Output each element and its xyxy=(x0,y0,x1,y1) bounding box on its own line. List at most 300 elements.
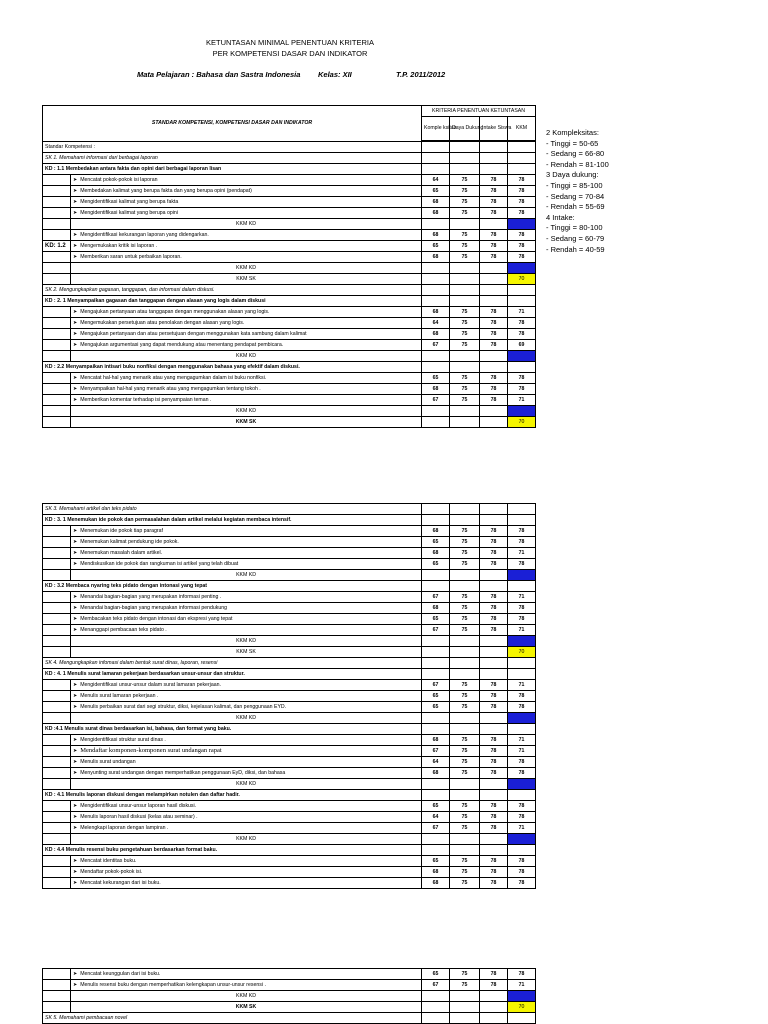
empty-cell xyxy=(43,636,71,647)
empty-cell xyxy=(422,658,450,669)
table-row xyxy=(43,834,536,845)
arrow-right-icon: ➤ xyxy=(73,824,78,831)
table-row xyxy=(43,417,536,428)
empty-cell xyxy=(43,570,71,581)
indicator-label: Mengidentifikasi kekurangan laporan yang didengarkan. xyxy=(80,231,209,238)
kkm-value: 78 xyxy=(508,878,536,889)
indicator-text xyxy=(71,318,422,329)
empty-cell xyxy=(450,845,480,856)
daya-dukung-value: 75 xyxy=(450,768,480,779)
indicator-text xyxy=(71,614,422,625)
empty-cell xyxy=(422,570,450,581)
indicator-label: Menulis laporan hasil diskusi (kelas atau seminar) . xyxy=(80,813,198,820)
kriteria-header: KRITERIA PENENTUAN KETUNTASAN xyxy=(422,106,536,117)
intake-value: 78 xyxy=(480,175,508,186)
indicator-text xyxy=(71,625,422,636)
table-row xyxy=(43,658,536,669)
indicator-text xyxy=(71,186,422,197)
table-row xyxy=(43,845,536,856)
kompleksitas-value: 64 xyxy=(422,757,450,768)
arrow-right-icon: ➤ xyxy=(73,253,78,260)
arrow-right-icon: ➤ xyxy=(73,527,78,534)
empty-cell xyxy=(43,757,71,768)
arrow-right-icon: ➤ xyxy=(73,330,78,337)
kkm-kd-label: KKM KD xyxy=(71,991,422,1002)
kkm-kd-label: KKM KD xyxy=(71,779,422,790)
table-row xyxy=(43,515,536,526)
empty-cell xyxy=(43,252,71,263)
arrow-right-icon: ➤ xyxy=(73,681,78,688)
empty-cell xyxy=(43,991,71,1002)
indicator-label: Menemukan masalah dalam artikel. xyxy=(80,549,163,556)
table-row xyxy=(43,384,536,395)
empty-cell xyxy=(450,1002,480,1013)
table-row xyxy=(43,691,536,702)
table-row xyxy=(43,186,536,197)
intake-value: 78 xyxy=(480,980,508,991)
empty-cell xyxy=(43,801,71,812)
empty-cell xyxy=(422,790,450,801)
arrow-right-icon: ➤ xyxy=(73,604,78,611)
indicator-text xyxy=(71,603,422,614)
kkm-value: 78 xyxy=(508,768,536,779)
arrow-right-icon: ➤ xyxy=(73,560,78,567)
legend-line: - Tinggi = 80-100 xyxy=(546,223,603,233)
empty-cell xyxy=(480,362,508,373)
table-row xyxy=(43,856,536,867)
empty-cell xyxy=(450,779,480,790)
empty-cell xyxy=(43,559,71,570)
empty-cell xyxy=(480,636,508,647)
kkm-sk-label: KKM SK xyxy=(71,1002,422,1013)
kkm-value: 78 xyxy=(508,867,536,878)
empty-cell xyxy=(480,779,508,790)
table-row xyxy=(43,395,536,406)
intake-value: 78 xyxy=(480,384,508,395)
kompleksitas-value: 68 xyxy=(422,548,450,559)
table-row xyxy=(43,559,536,570)
empty-cell xyxy=(43,680,71,691)
empty-cell xyxy=(43,867,71,878)
indicator-label: Menemukan kalimat pendukung ide pokok. xyxy=(80,538,179,545)
empty-cell xyxy=(480,274,508,285)
kkm-value: 78 xyxy=(508,197,536,208)
table-row xyxy=(43,801,536,812)
empty-cell xyxy=(480,724,508,735)
legend-line: 4 Intake: xyxy=(546,212,575,222)
empty-cell xyxy=(450,219,480,230)
indicator-text xyxy=(71,757,422,768)
kkm-value: 78 xyxy=(508,230,536,241)
legend-line: - Sedang = 70-84 xyxy=(546,191,605,201)
empty-cell xyxy=(450,991,480,1002)
empty-cell xyxy=(480,296,508,307)
empty-cell xyxy=(508,504,536,515)
empty-cell xyxy=(43,691,71,702)
empty-cell xyxy=(422,647,450,658)
table-row xyxy=(43,285,536,296)
table-row xyxy=(43,669,536,680)
kompleksitas-value: 67 xyxy=(422,823,450,834)
arrow-right-icon: ➤ xyxy=(73,319,78,326)
intake-header: Intake Siswa xyxy=(480,117,508,141)
kkm-kd-label: KKM KD xyxy=(71,219,422,230)
empty-cell xyxy=(480,504,508,515)
kompleksitas-value: 68 xyxy=(422,197,450,208)
indicator-label: Mendiskusikan ide pokok dan rangkuman isi artikel yang telah dibuat xyxy=(80,560,239,567)
kkm-kd-value xyxy=(508,570,536,581)
kkm-sk-label: KKM SK xyxy=(71,274,422,285)
kompleksitas-value: 65 xyxy=(422,559,450,570)
doc-title: KETUNTASAN MINIMAL PENENTUAN KRITERIA xyxy=(206,38,374,47)
legend-line: - Tinggi = 50-65 xyxy=(546,138,599,148)
intake-value: 78 xyxy=(480,373,508,384)
empty-cell xyxy=(422,164,450,175)
empty-cell xyxy=(480,1002,508,1013)
table-row xyxy=(43,548,536,559)
empty-cell xyxy=(450,274,480,285)
kompleksitas-value: 67 xyxy=(422,340,450,351)
daya-dukung-value: 75 xyxy=(450,559,480,570)
indicator-label: Mengajukan pertanyaan dan atau persetujuan dengan menggunakan kata sambung dalam kalimat xyxy=(80,330,307,337)
indicator-label: Mengajukan argumentasi yang dapat mendukung atau menentang pendapat pembicara. xyxy=(80,341,284,348)
indicator-label: Mencatat hal-hal yang menarik atau yang mengagumkan dalam isi buku nonfiksi. xyxy=(80,374,267,381)
empty-cell xyxy=(508,164,536,175)
intake-value: 78 xyxy=(480,867,508,878)
indicator-label: Mengidentifikasi kalimat yang berupa fakta xyxy=(80,198,179,205)
kompleksitas-value: 67 xyxy=(422,746,450,757)
empty-cell xyxy=(422,845,450,856)
table-row xyxy=(43,581,536,592)
kkm-kd-label: KKM KD xyxy=(71,263,422,274)
empty-cell xyxy=(43,1002,71,1013)
empty-cell xyxy=(480,351,508,362)
kkm-kd-value xyxy=(508,779,536,790)
empty-cell xyxy=(480,142,508,153)
kkm-kd-value xyxy=(508,991,536,1002)
intake-value: 78 xyxy=(480,318,508,329)
indicator-label: Mencatat keunggulan dari isi buku. xyxy=(80,970,161,977)
table-row xyxy=(43,603,536,614)
indicator-text xyxy=(71,746,422,757)
indicator-label: Menyampaikan hal-hal yang menarik atau yang mengagumkan tentang tokoh . xyxy=(80,385,261,392)
table-row xyxy=(43,980,536,991)
table-row xyxy=(43,307,536,318)
table-row xyxy=(43,263,536,274)
kkm-value: 78 xyxy=(508,208,536,219)
intake-value: 78 xyxy=(480,230,508,241)
table-row xyxy=(43,153,536,164)
empty-cell xyxy=(450,1013,480,1024)
indicator-label: Mengajukan pertanyaan atau tanggapan dengan menggunakan alasan yang logis. xyxy=(80,308,270,315)
kkm-value: 69 xyxy=(508,340,536,351)
empty-cell xyxy=(450,636,480,647)
arrow-right-icon: ➤ xyxy=(73,593,78,600)
sk-title: SK 1. Memahami informasi dari berbagai laporan xyxy=(43,153,422,164)
empty-cell xyxy=(508,845,536,856)
kompleksitas-value: 68 xyxy=(422,384,450,395)
intake-value: 78 xyxy=(480,559,508,570)
legend-line: - Tinggi = 85-100 xyxy=(546,180,603,190)
kkm-value: 71 xyxy=(508,307,536,318)
kompleksitas-value: 65 xyxy=(422,373,450,384)
empty-cell xyxy=(450,790,480,801)
empty-cell xyxy=(43,647,71,658)
empty-cell xyxy=(480,1013,508,1024)
indicator-text xyxy=(71,548,422,559)
indicator-text xyxy=(71,307,422,318)
empty-cell xyxy=(508,581,536,592)
indicator-text xyxy=(71,241,422,252)
empty-cell xyxy=(422,504,450,515)
kd-title: KD : 3. 1 Menemukan ide pokok dan permasalahan dalam artikel melalui kegiatan membaca intensif. xyxy=(43,515,422,526)
indicator-label: Menulis perbaikan surat dari segi struktur, diksi, kejelasan kalimat, dan penggunaan EYD. xyxy=(80,703,287,710)
kkm-value: 78 xyxy=(508,812,536,823)
empty-cell xyxy=(508,658,536,669)
empty-cell xyxy=(480,669,508,680)
daya-dukung-value: 75 xyxy=(450,812,480,823)
empty-cell xyxy=(450,669,480,680)
table-row xyxy=(43,823,536,834)
legend-line: - Rendah = 55-69 xyxy=(546,202,605,212)
indicator-label: Menemukan ide pokok tiap paragraf xyxy=(80,527,163,534)
kkm-value: 78 xyxy=(508,614,536,625)
empty-cell xyxy=(43,746,71,757)
indicator-text xyxy=(71,702,422,713)
intake-value: 78 xyxy=(480,548,508,559)
empty-cell xyxy=(480,647,508,658)
arrow-right-icon: ➤ xyxy=(73,802,78,809)
legend-line: - Sedang = 66-80 xyxy=(546,149,605,159)
intake-value: 78 xyxy=(480,969,508,980)
indicator-text xyxy=(71,856,422,867)
intake-value: 78 xyxy=(480,735,508,746)
daya-dukung-value: 75 xyxy=(450,197,480,208)
empty-cell xyxy=(422,263,450,274)
kd-title: KD : 3.2 Membaca nyaring teks pidato dengan intonasi yang tepat xyxy=(43,581,422,592)
empty-cell xyxy=(422,351,450,362)
table-row xyxy=(43,175,536,186)
table-row xyxy=(43,219,536,230)
table-row xyxy=(43,296,536,307)
intake-value: 78 xyxy=(480,592,508,603)
arrow-right-icon: ➤ xyxy=(73,692,78,699)
empty-cell xyxy=(43,351,71,362)
arrow-right-icon: ➤ xyxy=(73,758,78,765)
arrow-right-icon: ➤ xyxy=(73,703,78,710)
arrow-right-icon: ➤ xyxy=(73,374,78,381)
intake-value: 78 xyxy=(480,801,508,812)
empty-cell xyxy=(43,219,71,230)
kompleksitas-value: 67 xyxy=(422,980,450,991)
empty-cell xyxy=(43,768,71,779)
empty-cell xyxy=(480,713,508,724)
criteria-legend xyxy=(546,128,609,255)
empty-cell xyxy=(508,142,536,153)
arrow-right-icon: ➤ xyxy=(73,868,78,875)
kompleksitas-value: 68 xyxy=(422,208,450,219)
daya-dukung-value: 75 xyxy=(450,878,480,889)
indicator-label: Mendaftar komponen-komponen surat undangan rapat xyxy=(80,747,222,754)
arrow-right-icon: ➤ xyxy=(73,308,78,315)
kompleksitas-value: 68 xyxy=(422,768,450,779)
empty-cell xyxy=(450,285,480,296)
daya-dukung-value: 75 xyxy=(450,186,480,197)
table-row xyxy=(43,969,536,980)
kompleksitas-value: 64 xyxy=(422,812,450,823)
arrow-right-icon: ➤ xyxy=(73,209,78,216)
kkm-kd-value xyxy=(508,351,536,362)
daya-dukung-value: 75 xyxy=(450,980,480,991)
empty-cell xyxy=(450,296,480,307)
kkm-value: 78 xyxy=(508,329,536,340)
table-row xyxy=(43,230,536,241)
indicator-text xyxy=(71,230,422,241)
kd-title: KD :4.1 Menulis surat dinas berdasarkan isi, bahasa, dan format yang baku. xyxy=(43,724,422,735)
table-row xyxy=(43,713,536,724)
empty-cell xyxy=(43,603,71,614)
intake-value: 78 xyxy=(480,186,508,197)
table-row xyxy=(43,142,536,153)
empty-cell xyxy=(43,702,71,713)
empty-cell xyxy=(43,263,71,274)
indicator-label: Memberikan saran untuk perbaikan laporan. xyxy=(80,253,182,260)
kompleksitas-value: 68 xyxy=(422,603,450,614)
indicator-label: Melengkapi laporan dengan lampiran . xyxy=(80,824,169,831)
empty-cell xyxy=(422,713,450,724)
table-row xyxy=(43,735,536,746)
table-row xyxy=(43,625,536,636)
table-row xyxy=(43,362,536,373)
table-row xyxy=(43,614,536,625)
empty-cell xyxy=(480,790,508,801)
empty-cell xyxy=(480,991,508,1002)
empty-cell xyxy=(508,669,536,680)
daya-dukung-value: 75 xyxy=(450,230,480,241)
empty-cell xyxy=(450,164,480,175)
daya-dukung-value: 75 xyxy=(450,614,480,625)
indicator-label: Mencatat identitas buku. xyxy=(80,857,137,864)
indicator-text xyxy=(71,559,422,570)
indicator-label: Membacakan teks pidato dengan intonasi dan ekspresi yang tepat xyxy=(80,615,233,622)
empty-cell xyxy=(43,834,71,845)
kkm-value: 71 xyxy=(508,395,536,406)
sk-title: SK 2. Mengungkapkan gagasan, tanggapan, dan informasi dalam diskusi. xyxy=(43,285,422,296)
kkm-value: 78 xyxy=(508,603,536,614)
kd-title: KD : 4.1 Menulis laporan diskusi dengan melampirkan notulen dan daftar hadir. xyxy=(43,790,422,801)
kkm-sk-label: KKM SK xyxy=(71,417,422,428)
intake-value: 78 xyxy=(480,340,508,351)
intake-value: 78 xyxy=(480,526,508,537)
legend-line: - Rendah = 81-100 xyxy=(546,159,609,169)
empty-cell xyxy=(450,417,480,428)
table-row xyxy=(43,504,536,515)
daya-dukung-value: 75 xyxy=(450,329,480,340)
table-row xyxy=(43,241,536,252)
kompleksitas-value: 67 xyxy=(422,395,450,406)
indicator-text xyxy=(71,812,422,823)
table-row xyxy=(43,702,536,713)
table-row xyxy=(43,636,536,647)
empty-cell xyxy=(480,164,508,175)
empty-cell xyxy=(422,274,450,285)
indicator-label: Menandai bagian-bagian yang merupakan informasi pendukung xyxy=(80,604,227,611)
table-row xyxy=(43,680,536,691)
table-row xyxy=(43,164,536,175)
arrow-right-icon: ➤ xyxy=(73,231,78,238)
arrow-right-icon: ➤ xyxy=(73,970,78,977)
empty-cell xyxy=(43,537,71,548)
table-row xyxy=(43,329,536,340)
kkm-value: 78 xyxy=(508,186,536,197)
kkm-value: 78 xyxy=(508,175,536,186)
kkm-kd-label: KKM KD xyxy=(71,713,422,724)
table-row xyxy=(43,746,536,757)
empty-cell xyxy=(450,570,480,581)
empty-cell xyxy=(422,296,450,307)
legend-line: 2 Kompleksitas: xyxy=(546,128,599,137)
table-row xyxy=(43,1013,536,1024)
daya-dukung-value: 75 xyxy=(450,691,480,702)
table-row xyxy=(43,991,536,1002)
kkm-value: 71 xyxy=(508,625,536,636)
intake-value: 78 xyxy=(480,823,508,834)
daya-dukung-value: 75 xyxy=(450,757,480,768)
table-row xyxy=(43,252,536,263)
indicator-label: Menulis surat lamaran pekerjaan . xyxy=(80,692,159,699)
indicator-text xyxy=(71,680,422,691)
kkm-kd-value xyxy=(508,636,536,647)
kkm-sk-value: 70 xyxy=(508,647,536,658)
indicator-text xyxy=(71,691,422,702)
daya-dukung-value: 75 xyxy=(450,746,480,757)
empty-cell xyxy=(422,362,450,373)
empty-cell xyxy=(480,515,508,526)
empty-cell xyxy=(43,373,71,384)
indicator-label: Menyunting surat undangan dengan memperhatikan penggunaan EyD, diksi, dan bahasa xyxy=(80,769,286,776)
intake-value: 78 xyxy=(480,537,508,548)
kkm-sk-label: KKM SK xyxy=(71,647,422,658)
table-row xyxy=(43,197,536,208)
indicator-label: Mengidentifikasi unsur-unsur dalam surat lamaran pekerjaan. xyxy=(80,681,221,688)
indicator-label: Menulis surat undangan xyxy=(80,758,136,765)
intake-value: 78 xyxy=(480,197,508,208)
kkm-table-2 xyxy=(42,503,536,889)
kkm-kd-label: KKM KD xyxy=(71,834,422,845)
empty-cell xyxy=(43,307,71,318)
empty-cell xyxy=(508,285,536,296)
empty-cell xyxy=(480,153,508,164)
sk-title: SK 3. Memahami artikel dan teks pidato xyxy=(43,504,422,515)
indicator-label: Memberikan komentar terhadap isi penyampaian teman . xyxy=(80,396,212,403)
kkm-value: 78 xyxy=(508,702,536,713)
empty-cell xyxy=(480,845,508,856)
indicator-text xyxy=(71,735,422,746)
empty-cell xyxy=(43,735,71,746)
daya-dukung-value: 75 xyxy=(450,969,480,980)
empty-cell xyxy=(450,658,480,669)
empty-cell xyxy=(450,724,480,735)
empty-cell xyxy=(43,969,71,980)
empty-cell xyxy=(43,208,71,219)
kkm-table-1 xyxy=(42,105,536,428)
kompleksitas-value: 68 xyxy=(422,878,450,889)
indicator-label: Mengidentifikasi unsur-unsur laporan hasil diskusi. xyxy=(80,802,197,809)
daya-dukung-value: 75 xyxy=(450,823,480,834)
kkm-kd-label: KKM KD xyxy=(71,636,422,647)
arrow-right-icon: ➤ xyxy=(73,615,78,622)
intake-value: 78 xyxy=(480,625,508,636)
